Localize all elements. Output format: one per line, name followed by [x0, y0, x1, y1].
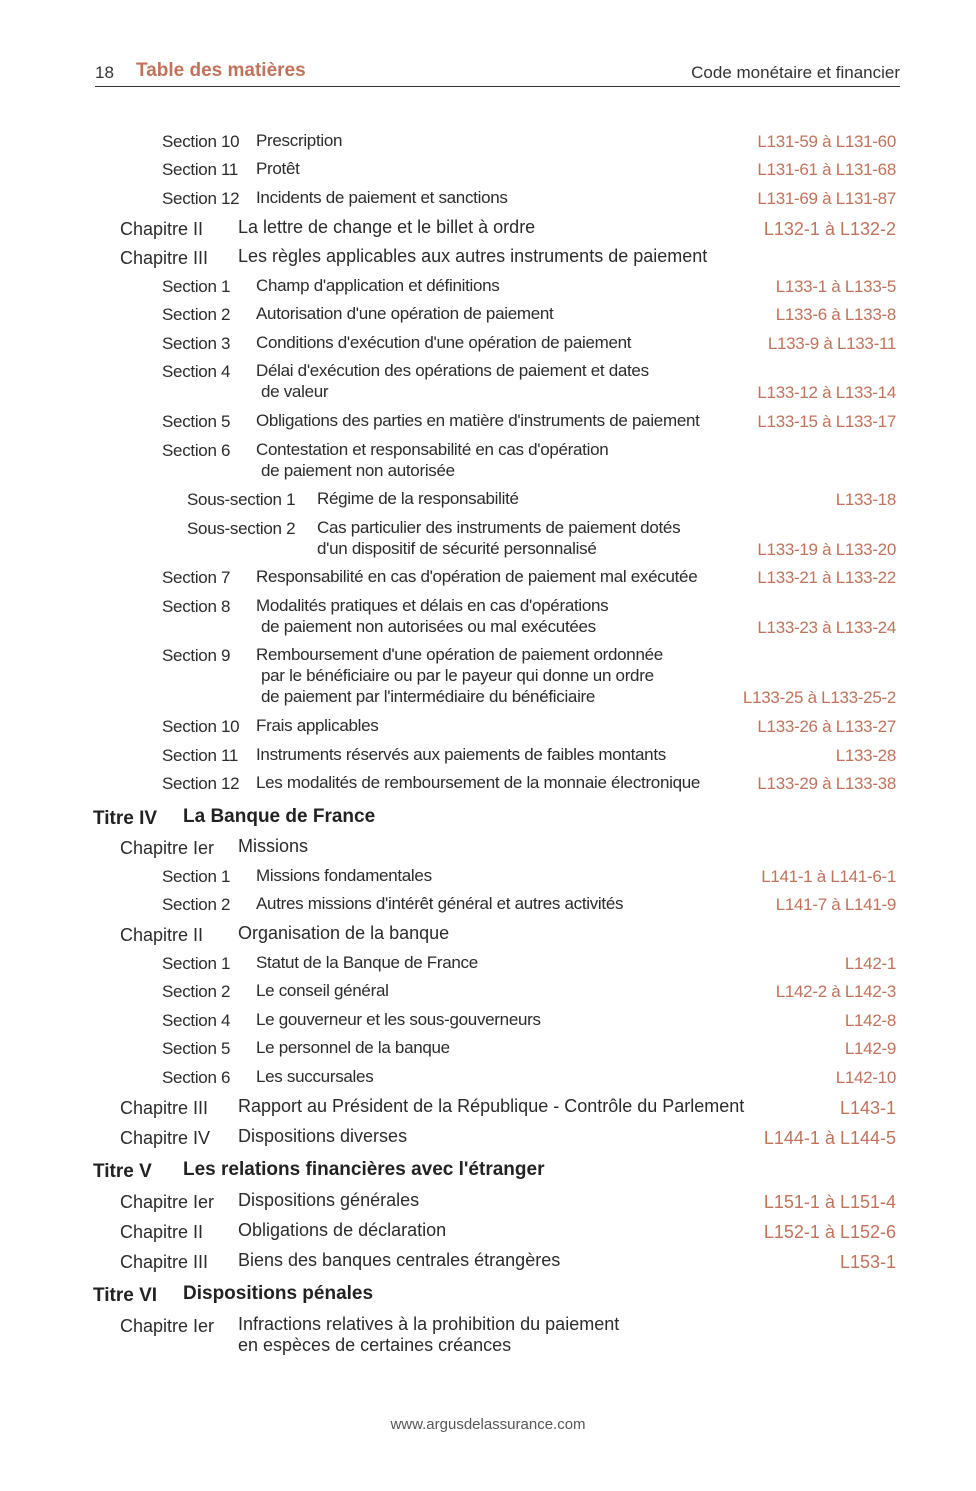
toc-entry-title: Le personnel de la banque — [256, 1038, 450, 1057]
toc-entry-title: Cas particulier des instruments de paiement dotés — [317, 518, 681, 537]
toc-entry-title: Dispositions pénales — [183, 1283, 374, 1304]
toc-entry-title: en espèces de certaines créances — [238, 1335, 512, 1355]
toc-entry-title: Les relations financières avec l'étranger — [183, 1159, 545, 1180]
toc-entry-article-range: L141-1 à L141-6-1 — [761, 867, 896, 886]
toc-entry-title: Biens des banques centrales étrangères — [238, 1250, 561, 1270]
toc-entry-title: La Banque de France — [183, 806, 376, 827]
toc-entry-article-range: L132-1 à L132-2 — [763, 219, 896, 239]
toc-entry-article-range: L131-61 à L131-68 — [757, 160, 896, 179]
toc-entry-title: Autres missions d'intérêt général et autres activités — [256, 894, 624, 913]
toc-entry-title: Protêt — [256, 159, 300, 178]
toc-entry-article-range: L144-1 à L144-5 — [763, 1128, 896, 1148]
toc-entry-title: Champ d'application et définitions — [256, 276, 500, 295]
toc-entry-title: Statut de la Banque de France — [256, 953, 478, 972]
toc-entry-article-range: L131-59 à L131-60 — [757, 132, 896, 151]
toc-entry-label: Section 12 — [162, 774, 240, 793]
toc-entry-article-range: L153-1 — [839, 1252, 896, 1272]
toc-entry-title: de paiement non autorisée — [261, 461, 455, 480]
toc-entry-title: Contestation et responsabilité en cas d'opération — [256, 440, 609, 459]
toc-entry-label: Chapitre III — [120, 248, 209, 268]
toc-entry-article-range: L133-18 — [835, 490, 896, 509]
toc-entry-article-range: L131-69 à L131-87 — [757, 189, 896, 208]
toc-entry-article-range: L133-12 à L133-14 — [757, 383, 896, 402]
toc-entry-title: Obligations des parties en matière d'instruments de paiement — [256, 411, 700, 430]
toc-entry-title: Les modalités de remboursement de la monnaie électronique — [256, 773, 701, 792]
toc-entry-title: par le bénéficiaire ou par le payeur qui donne un ordre — [261, 666, 654, 685]
toc-entry-article-range: L133-28 — [835, 746, 896, 765]
toc-entry-label: Section 2 — [162, 895, 231, 914]
toc-entry-label: Titre VI — [93, 1285, 158, 1306]
toc-entry-label: Section 11 — [162, 160, 239, 179]
toc-entry-title: Modalités pratiques et délais en cas d'opérations — [256, 596, 609, 615]
toc-entry-label: Titre IV — [93, 808, 158, 829]
toc-entry-article-range: L133-15 à L133-17 — [757, 412, 896, 431]
toc-entry-title: Le conseil général — [256, 981, 389, 1000]
toc-entry-label: Section 2 — [162, 305, 231, 324]
toc-entry-title: de paiement non autorisées ou mal exécutées — [261, 617, 596, 636]
toc-entry-label: Section 8 — [162, 597, 231, 616]
toc-entry-label: Sous-section 2 — [187, 519, 296, 538]
toc-entry-title: La lettre de change et le billet à ordre — [238, 217, 536, 237]
toc-entry-article-range: L142-10 — [835, 1068, 896, 1087]
toc-entry-title: Régime de la responsabilité — [317, 489, 519, 508]
toc-entry-article-range: L133-19 à L133-20 — [757, 540, 896, 559]
toc-entry-label: Section 6 — [162, 441, 231, 460]
toc-entry-title: Infractions relatives à la prohibition du paiement — [238, 1314, 620, 1334]
toc-entry-article-range: L142-1 — [844, 954, 896, 973]
toc-entry-title: Prescription — [256, 131, 343, 150]
toc-entry-title: Missions — [238, 836, 309, 856]
toc-entry-label: Section 1 — [162, 954, 231, 973]
toc-entry-article-range: L133-21 à L133-22 — [757, 568, 896, 587]
toc-entry-article-range: L142-2 à L142-3 — [775, 982, 896, 1001]
toc-entry-article-range: L133-29 à L133-38 — [757, 774, 896, 793]
toc-entry-article-range: L133-26 à L133-27 — [757, 717, 896, 736]
toc-entry-article-range: L151-1 à L151-4 — [763, 1192, 896, 1212]
toc-entry-label: Chapitre II — [120, 925, 204, 945]
toc-entry-label: Section 10 — [162, 717, 240, 736]
toc-entry-label: Section 1 — [162, 277, 231, 296]
toc-entry-label: Chapitre Ier — [120, 1316, 215, 1336]
page-header — [95, 58, 900, 87]
toc-entry-label: Section 4 — [162, 1011, 231, 1030]
toc-entry-title: d'un dispositif de sécurité personnalisé — [317, 539, 597, 558]
toc-entry-article-range: L133-6 à L133-8 — [775, 305, 896, 324]
toc-entry-title: Dispositions diverses — [238, 1126, 408, 1146]
toc-entry-article-range: L152-1 à L152-6 — [763, 1222, 896, 1242]
toc-entry-label: Section 1 — [162, 867, 231, 886]
toc-entry-title: Remboursement d'une opération de paiement ordonnée — [256, 645, 663, 664]
toc-entry-title: Rapport au Président de la République - Contrôle du Parlement — [238, 1096, 745, 1116]
toc-entry-label: Section 3 — [162, 334, 231, 353]
toc-entry-label: Chapitre Ier — [120, 838, 215, 858]
toc-entry-title: Missions fondamentales — [256, 866, 432, 885]
toc-entry-title: Le gouverneur et les sous-gouverneurs — [256, 1010, 541, 1029]
toc-entry-label: Titre V — [93, 1161, 152, 1182]
page-number: 18 — [95, 63, 114, 82]
toc-entry-label: Chapitre II — [120, 219, 204, 239]
toc-entry-article-range: L141-7 à L141-9 — [775, 895, 896, 914]
toc-entry-label: Section 2 — [162, 982, 231, 1001]
toc-entry-title: Délai d'exécution des opérations de paiement et dates — [256, 361, 649, 380]
toc-entry-label: Chapitre Ier — [120, 1192, 215, 1212]
toc-entry-article-range: L142-9 — [844, 1039, 896, 1058]
toc-entry-title: Dispositions générales — [238, 1190, 420, 1210]
toc-entry-article-range: L133-1 à L133-5 — [775, 277, 896, 296]
toc-entry-title: de valeur — [261, 382, 329, 401]
toc-entry-label: Chapitre IV — [120, 1128, 211, 1148]
toc-entry-label: Section 5 — [162, 1039, 231, 1058]
toc-entry-title: Les succursales — [256, 1067, 374, 1086]
toc-entry-label: Section 6 — [162, 1068, 231, 1087]
toc-entry-title: Les règles applicables aux autres instruments de paiement — [238, 246, 708, 266]
toc-entry-label: Section 5 — [162, 412, 231, 431]
toc-entry-label: Chapitre II — [120, 1222, 204, 1242]
toc-entry-label: Section 10 — [162, 132, 240, 151]
toc-entry-label: Chapitre III — [120, 1252, 209, 1272]
toc-entry-label: Sous-section 1 — [187, 490, 296, 509]
toc-entry-title: de paiement par l'intermédiaire du bénéficiaire — [261, 687, 596, 706]
toc-entry-title: Conditions d'exécution d'une opération de paiement — [256, 333, 632, 352]
toc-entry-title: Incidents de paiement et sanctions — [256, 188, 508, 207]
toc-entry-label: Section 4 — [162, 362, 231, 381]
toc-entry-title: Responsabilité en cas d'opération de paiement mal exécutée — [256, 567, 698, 586]
toc-entry-article-range: L133-25 à L133-25-2 — [742, 688, 896, 707]
toc-entry-article-range: L133-23 à L133-24 — [757, 618, 896, 637]
footer-url: www.argusdelassurance.com — [390, 1416, 586, 1433]
toc-entry-title: Instruments réservés aux paiements de faibles montants — [256, 745, 666, 764]
toc-entry-label: Section 11 — [162, 746, 239, 765]
page-title: Table des matières — [136, 60, 306, 81]
toc-entry-article-range: L133-9 à L133-11 — [767, 334, 896, 353]
toc-entry-title: Frais applicables — [256, 716, 379, 735]
toc-entry-title: Organisation de la banque — [238, 923, 450, 943]
toc-entry-label: Chapitre III — [120, 1098, 209, 1118]
toc-entry-label: Section 9 — [162, 646, 231, 665]
toc-entry-label: Section 7 — [162, 568, 231, 587]
toc-entry-article-range: L143-1 — [839, 1098, 896, 1118]
toc-entry-title: Autorisation d'une opération de paiement — [256, 304, 554, 323]
toc-entry-label: Section 12 — [162, 189, 240, 208]
toc-entry-article-range: L142-8 — [844, 1011, 896, 1030]
book-title: Code monétaire et financier — [691, 63, 900, 82]
toc-entry-title: Obligations de déclaration — [238, 1220, 447, 1240]
